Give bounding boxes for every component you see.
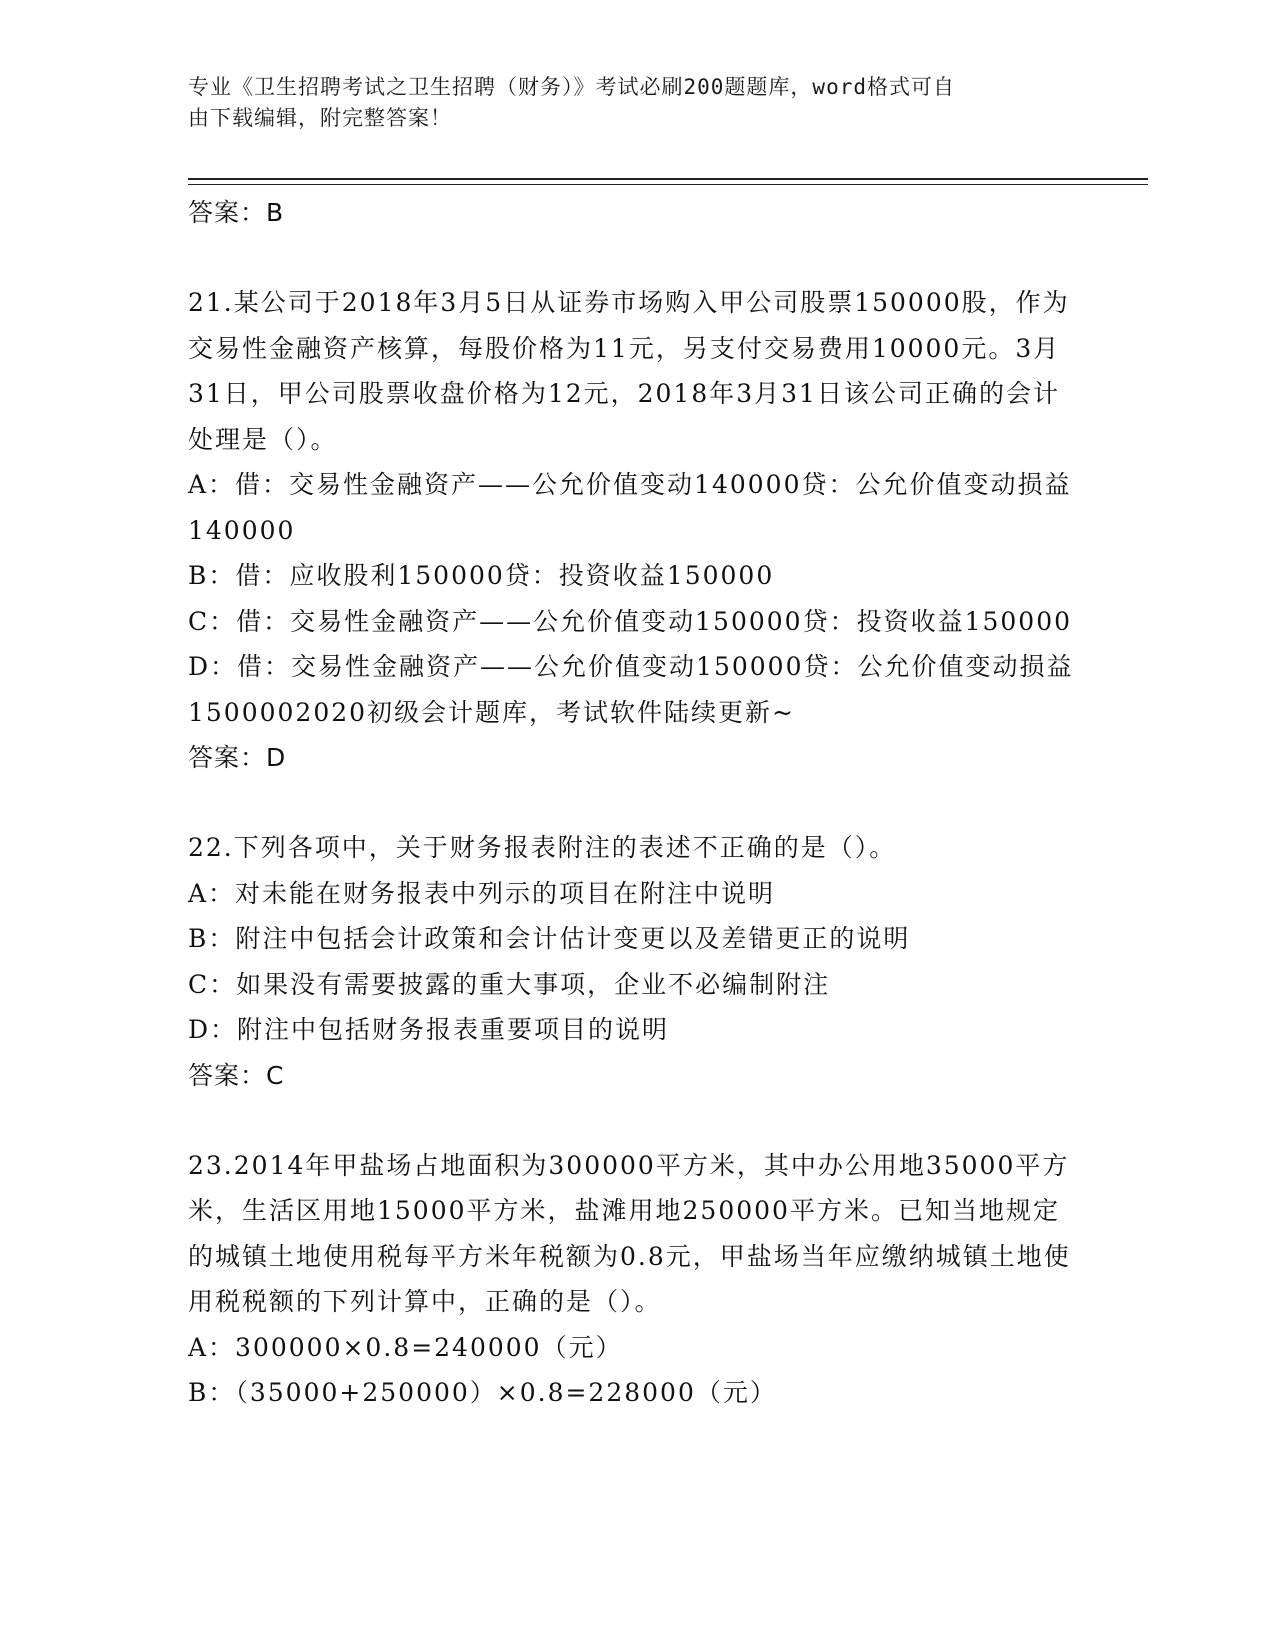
- option-d: D：借：交易性金融资产——公允价值变动150000贷：公允价值变动损益1500002020初级会计题库，考试软件陆续更新~: [188, 652, 1074, 727]
- header-line: 由下载编辑，附完整答案！: [188, 106, 452, 130]
- header-divider-thin: [188, 184, 1148, 185]
- question-stem: 23.2014年甲盐场占地面积为300000平方米，其中办公用地35000平方米，生活区用地15000平方米，盐滩用地250000平方米。已知当地规定的城镇土地使用税每平方米年税额为0.8元，甲盐场当年应缴纳城镇土地使用税税额的下列计算中，正确的是（）。: [188, 1150, 1071, 1316]
- document-header: [188, 72, 1068, 134]
- answer-line: 答案：B: [188, 198, 285, 227]
- question-stem: 21.某公司于2018年3月5日从证券市场购入甲公司股票150000股，作为交易性金融资产核算，每股价格为11元，另支付交易费用10000元。3月31日，甲公司股票收盘价格为12元，2018年3月31日该公司正确的会计处理是（）。: [188, 288, 1070, 454]
- option-b: B：借：应收股利150000贷：投资收益150000: [188, 561, 775, 590]
- question-block: [188, 825, 1078, 1099]
- option-a: A：300000×0.8=240000（元）: [188, 1332, 623, 1362]
- option-a: A：对未能在财务报表中列示的项目在附注中说明: [188, 878, 776, 908]
- option-c: C：如果没有需要披露的重大事项，企业不必编制附注: [188, 969, 831, 999]
- answer-line: 答案：C: [188, 1060, 285, 1090]
- question-stem: 22.下列各项中，关于财务报表附注的表述不正确的是（）。: [188, 833, 897, 862]
- question-block: [188, 1143, 1078, 1416]
- header-divider: [188, 178, 1148, 180]
- option-d: D：附注中包括财务报表重要项目的说明: [188, 1015, 670, 1044]
- answer-line: 答案：D: [188, 743, 287, 772]
- option-c: C：借：交易性金融资产——公允价值变动150000贷：投资收益150000: [188, 606, 1072, 636]
- option-a: A：借：交易性金融资产——公允价值变动140000贷：公允价值变动损益140000: [188, 470, 1072, 545]
- header-line: 专业《卫生招聘考试之卫生招聘（财务）》考试必刷200题题库，word格式可自: [188, 75, 955, 99]
- option-b: B：附注中包括会计政策和会计估计变更以及差错更正的说明: [188, 924, 911, 953]
- question-list: [188, 190, 1078, 1416]
- option-b: B：（35000+250000）×0.8=228000（元）: [188, 1378, 777, 1407]
- question-block: [188, 280, 1078, 781]
